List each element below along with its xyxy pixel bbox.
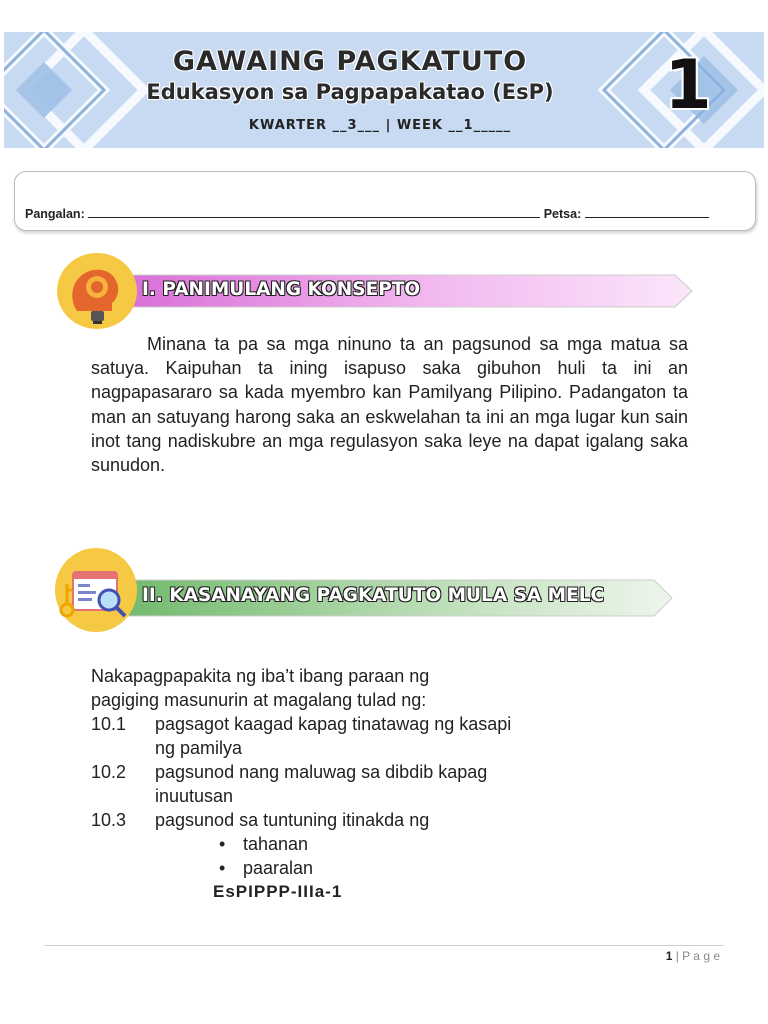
melc-item <box>91 712 691 760</box>
list-item: • paaralan <box>243 856 691 880</box>
melc-item-number: 10.2 <box>91 762 127 782</box>
melc-item-text <box>155 760 487 808</box>
page-number: 1 <box>665 949 673 963</box>
date-field[interactable] <box>585 205 709 218</box>
name-field[interactable] <box>88 205 540 218</box>
section2-heading: II. KASANAYANG PAGKATUTO MULA SA MELC <box>142 585 605 606</box>
name-date-box <box>14 171 756 231</box>
head-lightbulb-icon <box>57 253 137 329</box>
page-label: | P a g e <box>675 949 720 963</box>
melc-item <box>91 760 691 808</box>
melc-intro-line2: pagiging masunurin at magalang tulad ng: <box>91 690 427 710</box>
name-date-line <box>25 205 709 221</box>
date-label: Petsa: <box>543 207 582 221</box>
melc-item <box>91 808 691 832</box>
name-label: Pangalan: <box>25 207 85 221</box>
section2-icon-badge <box>55 548 137 632</box>
quarter-week-line: KWARTER __3___ | WEEK __1_____ <box>248 118 512 133</box>
footer-divider <box>44 945 724 946</box>
melc-bullet-list <box>91 832 691 880</box>
section1-paragraph <box>91 332 688 477</box>
melc-item-line2: ng pamilya <box>155 738 243 758</box>
list-item: • tahanan <box>243 832 691 856</box>
melc-item-number: 10.1 <box>91 714 127 734</box>
melc-item-line1: pagsunod sa tuntuning itinakda ng <box>155 810 430 830</box>
section1-heading: I. PANIMULANG KONSEPTO <box>142 279 421 300</box>
key-magnifier-icon <box>55 548 137 632</box>
page-footer <box>620 949 720 963</box>
melc-item-line1: pagsagot kaagad kapag tinatawag ng kasapi <box>155 714 512 734</box>
worksheet-title: GAWAING PAGKATUTO <box>172 46 528 77</box>
melc-item-text <box>155 712 511 760</box>
grade-number: 1 <box>664 46 712 125</box>
melc-item-line2: inuutusan <box>155 786 234 806</box>
section1-icon-badge <box>57 253 137 329</box>
melc-content <box>91 664 691 904</box>
subject-subtitle: Edukasyon sa Pagpapakatao (EsP) <box>146 80 554 104</box>
paragraph-text: Minana ta pa sa mga ninuno ta an pagsunod sa mga matua sa satuya. Kaipuhan ta ining isapuso saka gibuhon huli ta ini an nagpapasararo sa kada myembro kan Pamilyang Pilipino. Padangaton ta man an satuyang harong saka an eskwelahan ta ini an mga lugar kun sain inot tang nadiskubre an mga regulasyon saka leye na dapat igalang saka sunudon. <box>91 334 688 476</box>
melc-intro-line1: Nakapagpapakita ng iba’t ibang paraan ng <box>91 666 430 686</box>
melc-item-line1: pagsunod nang maluwag sa dibdib kapag <box>155 762 488 782</box>
melc-code: EsPIPPP-IIIa-1 <box>213 882 343 901</box>
melc-item-number: 10.3 <box>91 810 127 830</box>
